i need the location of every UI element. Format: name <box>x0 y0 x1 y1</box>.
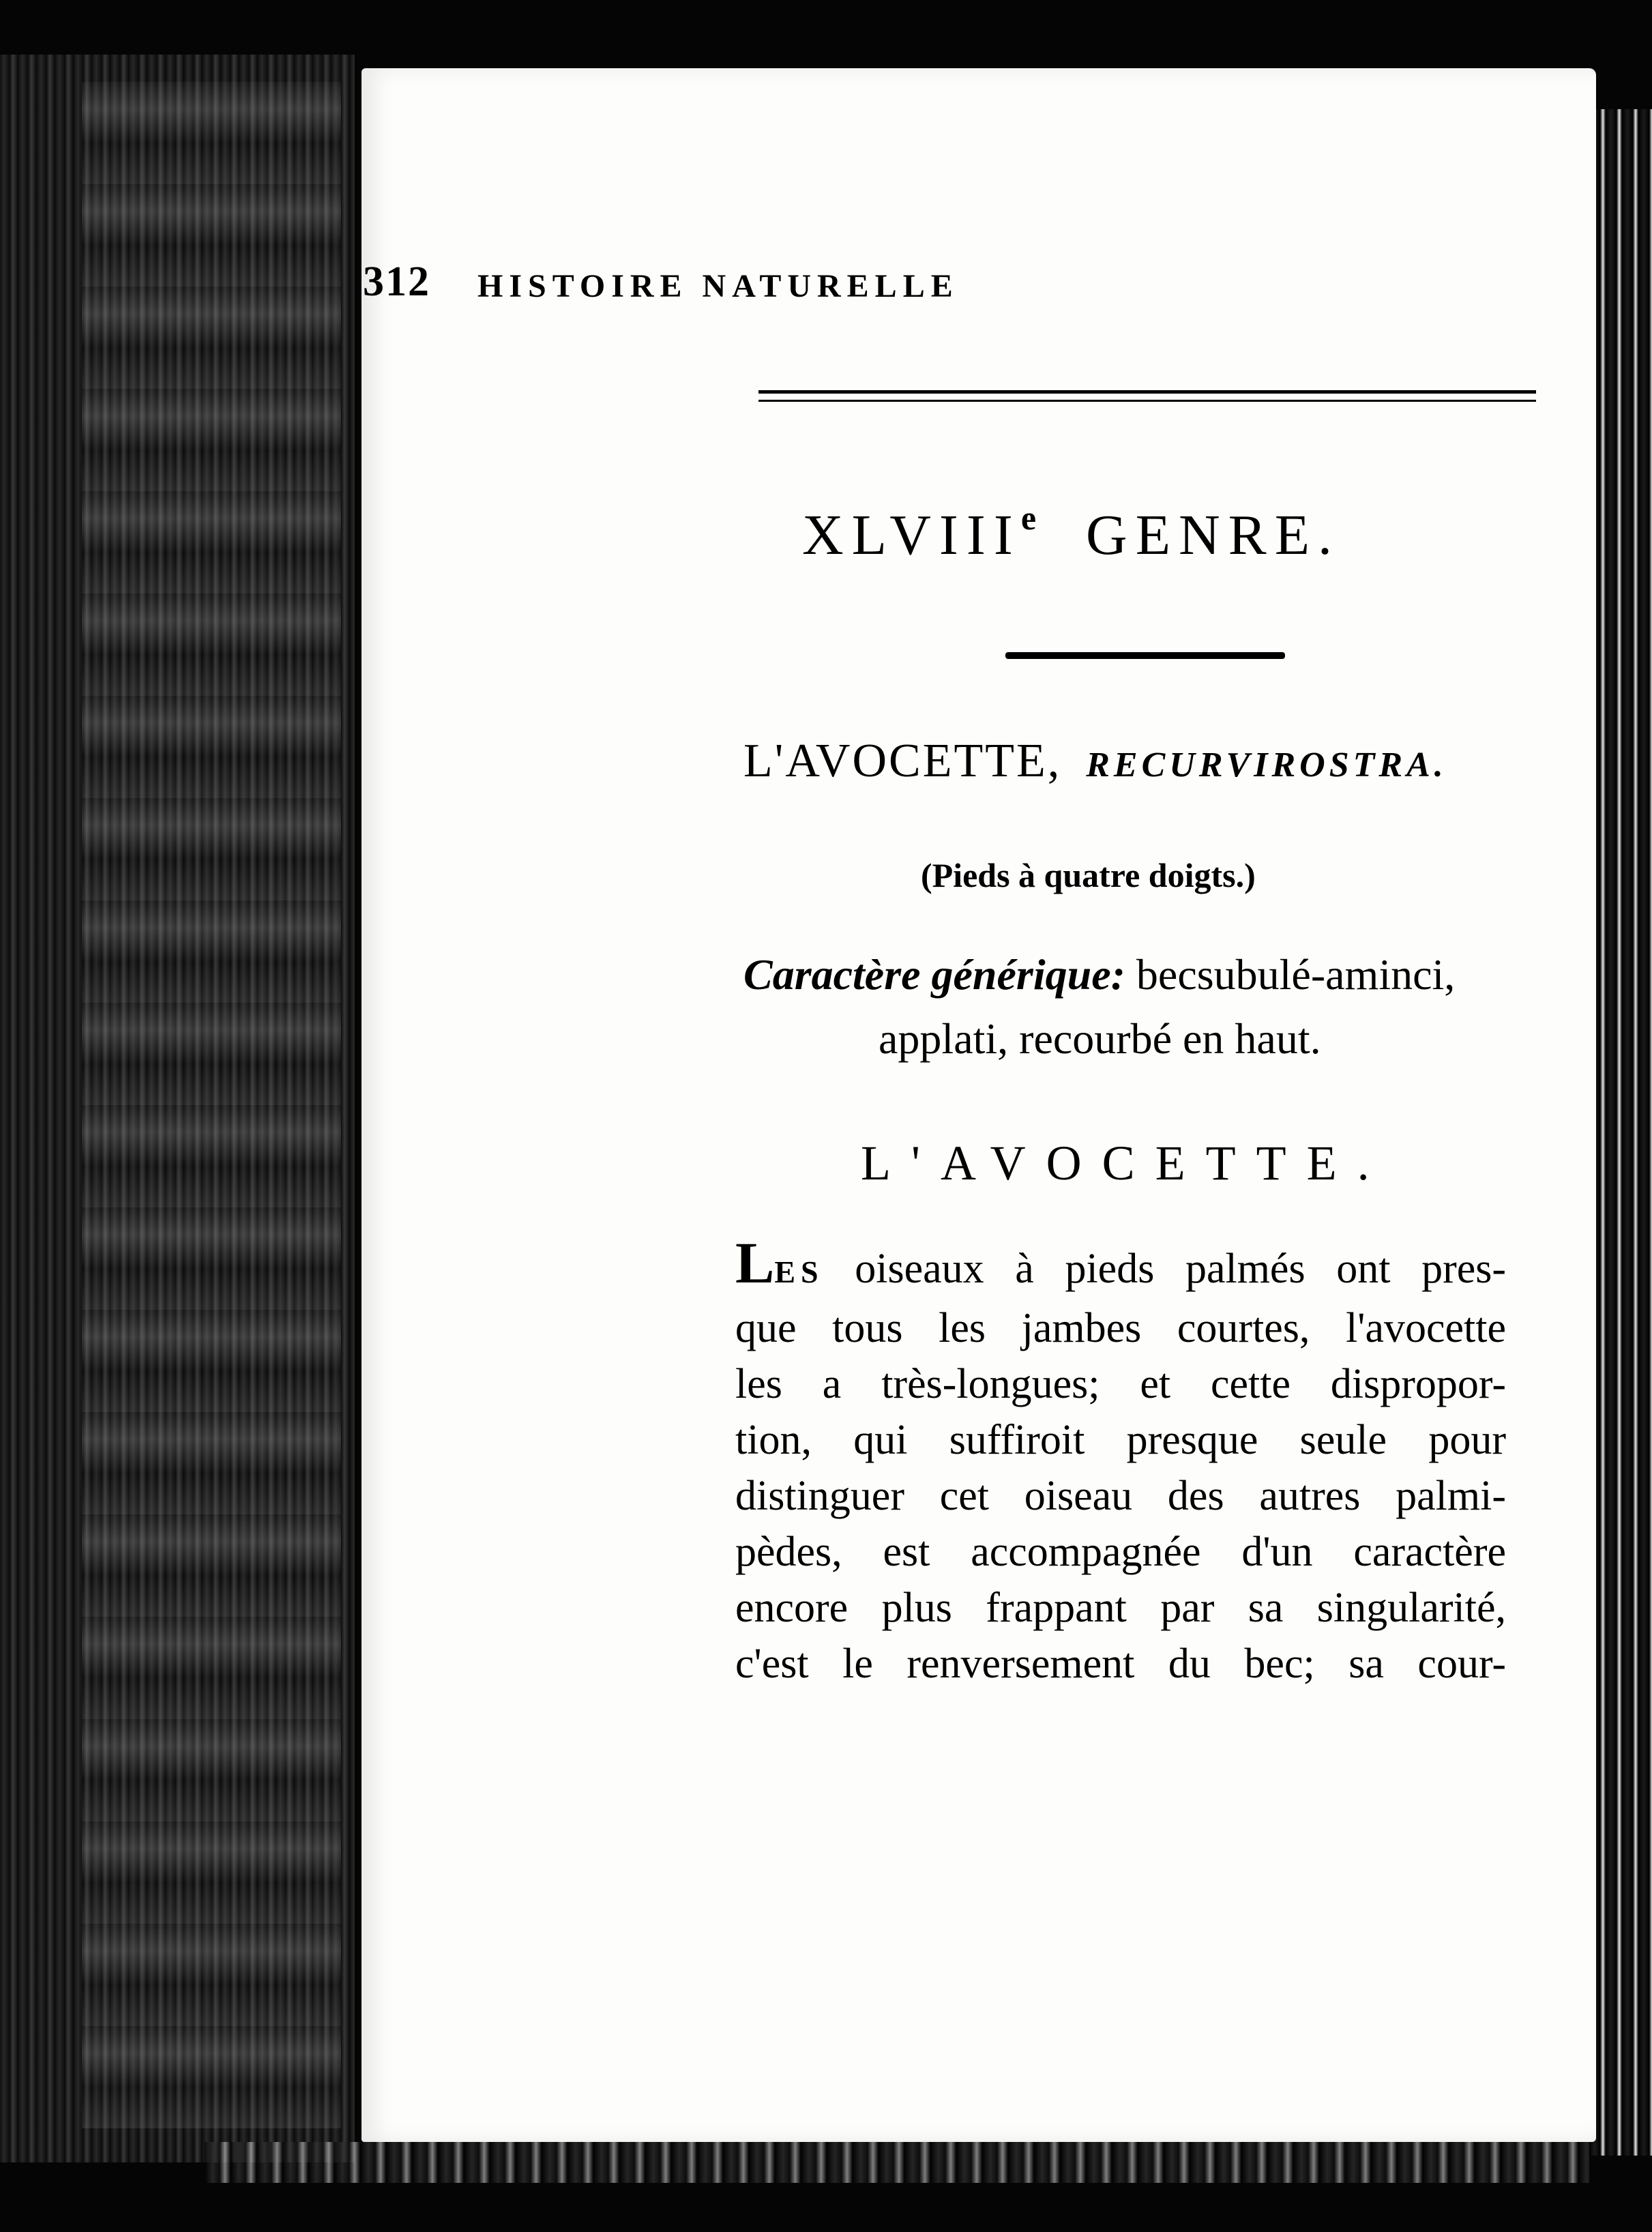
generic-character-label: Caractère générique <box>743 950 1111 999</box>
body-line: distinguer cet oiseau des autres palmi- <box>735 1473 1506 1519</box>
right-page-edges <box>1589 109 1652 2156</box>
header-rule <box>758 390 1536 405</box>
genus-title-french: L'AVOCETTE, <box>743 735 1062 787</box>
spine-texture <box>82 82 341 2128</box>
header-rule-thick <box>758 390 1536 394</box>
chapter-superscript: e <box>1020 499 1037 537</box>
drop-cap: L <box>735 1230 775 1295</box>
genus-title <box>743 734 1447 789</box>
generic-character-separator: : <box>1110 950 1125 999</box>
section-rule <box>1005 652 1285 659</box>
chapter-numeral: XLVIII <box>802 503 1021 567</box>
bottom-page-edges <box>205 2142 1589 2183</box>
genus-title-latin: RECURVIROSTRA. <box>1086 746 1447 784</box>
body-line: pèdes, est accompagnée d'un caractère <box>735 1529 1506 1575</box>
running-head: HISTOIRE NATURELLE <box>477 268 959 304</box>
body-line-1-text: oiseaux à pieds palmés ont pres- <box>855 1246 1507 1292</box>
body-line: encore plus frappant par sa singularité, <box>735 1585 1506 1631</box>
body-line <box>735 1230 1507 1300</box>
chapter-heading <box>802 498 1498 568</box>
small-caps: ES <box>774 1254 824 1289</box>
header-rule-thin <box>758 400 1536 402</box>
body-line: c'est le renversement du bec; sa cour- <box>735 1641 1506 1687</box>
body-line: les a très-longues; et cette dispropor- <box>735 1361 1506 1407</box>
species-title: L'AVOCETTE. <box>861 1136 1390 1190</box>
page-number: 312 <box>363 259 430 305</box>
generic-character-line-1 <box>743 950 1455 1000</box>
body-line: tion, qui suffiroit presque seule pour <box>735 1417 1506 1463</box>
feet-note: (Pieds à quatre doigts.) <box>921 856 1256 894</box>
generic-character-text-1: becsubulé-aminci, <box>1136 950 1456 999</box>
body-line: que tous les jambes courtes, l'avocette <box>735 1305 1506 1351</box>
chapter-word: GENRE. <box>1086 503 1341 567</box>
book-page <box>362 68 1596 2142</box>
generic-character-line-2: applati, recourbé en haut. <box>879 1014 1321 1063</box>
body-paragraph <box>735 1230 1507 1692</box>
